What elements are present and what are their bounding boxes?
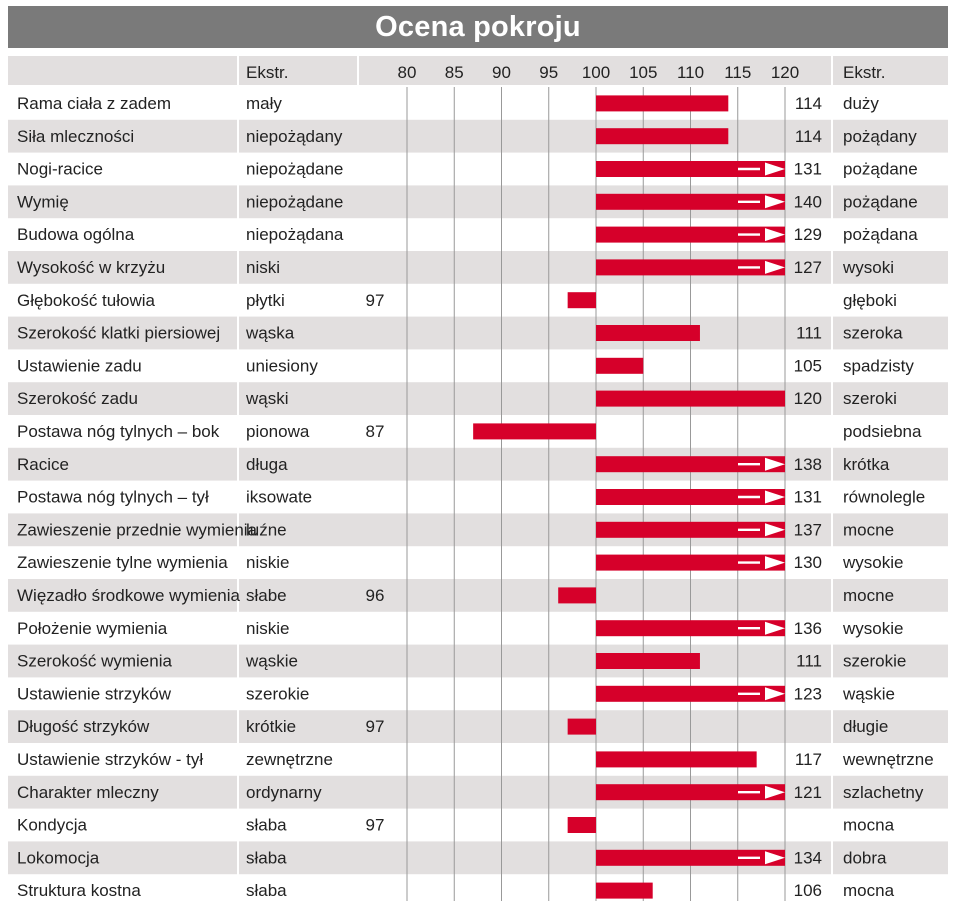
right-extreme-label: wewnętrzne xyxy=(843,750,934,769)
value-label: 97 xyxy=(365,815,385,835)
left-extreme-label: zewnętrzne xyxy=(246,750,333,769)
trait-label: Wymię xyxy=(17,192,69,212)
left-extreme-label: niskie xyxy=(246,618,290,638)
left-extreme-label: niepożądana xyxy=(246,225,344,245)
left-extreme-label: słaba xyxy=(246,815,287,835)
header-right-extreme: Ekstr. xyxy=(843,63,886,82)
trait-label: Struktura kostna xyxy=(17,881,141,901)
left-extreme-label: mały xyxy=(246,94,282,113)
trait-label: Zawieszenie tylne wymienia xyxy=(17,553,228,573)
value-label: 137 xyxy=(793,520,822,540)
value-label: 130 xyxy=(793,553,822,573)
trait-label: Postawa nóg tylnych – bok xyxy=(17,422,220,441)
right-extreme-label: wąskie xyxy=(843,684,895,704)
right-extreme-label: pożądany xyxy=(843,126,917,146)
trait-label: Kondycja xyxy=(17,815,87,835)
bar xyxy=(596,751,757,767)
x-tick-label: 100 xyxy=(581,63,611,82)
left-extreme-label: płytki xyxy=(246,290,285,310)
left-extreme-label: słaba xyxy=(246,848,287,868)
right-extreme-label: głęboki xyxy=(843,290,897,310)
right-extreme-label: równolegle xyxy=(843,487,926,507)
left-extreme-label: wąskie xyxy=(246,651,298,671)
left-extreme-label: ordynarny xyxy=(246,782,322,802)
right-extreme-label: krótka xyxy=(843,454,890,474)
left-extreme-label: iksowate xyxy=(246,487,313,507)
value-label: 114 xyxy=(794,94,822,113)
value-label: 87 xyxy=(365,422,385,441)
bar xyxy=(596,883,653,899)
right-extreme-label: mocna xyxy=(843,815,895,835)
x-tick-label: 90 xyxy=(492,63,511,82)
left-extreme-label: niskie xyxy=(246,553,290,573)
value-label: 131 xyxy=(793,487,822,507)
trait-label: Nogi-racice xyxy=(17,159,103,179)
right-extreme-label: mocna xyxy=(843,881,895,901)
right-extreme-label: szerokie xyxy=(843,651,907,671)
x-tick-label: 120 xyxy=(770,63,800,82)
value-label: 117 xyxy=(794,750,822,769)
right-extreme-label: pożądana xyxy=(843,225,918,245)
trait-label: Położenie wymienia xyxy=(17,618,168,638)
trait-label: Zawieszenie przednie wymienia xyxy=(17,520,258,540)
value-label: 121 xyxy=(793,782,822,802)
bar xyxy=(596,391,785,407)
left-extreme-label: słabe xyxy=(246,586,287,605)
value-label: 111 xyxy=(796,323,822,343)
right-extreme-label: mocne xyxy=(843,586,895,605)
bar xyxy=(596,358,643,374)
trait-label: Głębokość tułowia xyxy=(17,290,155,310)
right-extreme-label: pożądane xyxy=(843,159,918,179)
bar xyxy=(596,128,728,144)
right-extreme-label: szlachetny xyxy=(843,782,924,802)
trait-label: Więzadło środkowe wymienia xyxy=(17,586,240,605)
right-extreme-label: podsiebna xyxy=(843,422,922,441)
value-label: 129 xyxy=(793,225,822,245)
value-label: 131 xyxy=(793,159,822,179)
bar xyxy=(558,587,596,603)
value-label: 114 xyxy=(794,126,822,146)
trait-label: Długość strzyków xyxy=(17,717,150,737)
x-tick-label: 110 xyxy=(676,63,705,82)
trait-label: Siła mleczności xyxy=(17,126,135,146)
right-extreme-label: dobra xyxy=(843,848,887,868)
value-label: 97 xyxy=(365,717,385,737)
left-extreme-label: długa xyxy=(246,454,288,474)
trait-label: Lokomocja xyxy=(17,848,100,868)
value-label: 134 xyxy=(793,848,822,868)
left-extreme-label: niepożądane xyxy=(246,192,344,212)
x-tick-label: 80 xyxy=(397,63,417,82)
trait-label: Rama ciała z zadem xyxy=(17,94,172,113)
bar xyxy=(568,292,596,308)
right-extreme-label: pożądane xyxy=(843,192,918,212)
value-label: 105 xyxy=(793,356,822,376)
x-tick-label: 95 xyxy=(539,63,559,82)
value-label: 136 xyxy=(793,618,822,638)
right-extreme-label: wysoki xyxy=(843,258,895,277)
trait-label: Szerokość zadu xyxy=(17,389,138,409)
bar xyxy=(568,719,596,735)
left-extreme-label: szerokie xyxy=(246,684,310,704)
trait-label: Ustawienie strzyków - tył xyxy=(17,750,204,769)
right-extreme-label: wysokie xyxy=(843,553,904,573)
value-label: 97 xyxy=(365,290,385,310)
right-extreme-label: wysokie xyxy=(843,618,904,638)
value-label: 111 xyxy=(796,651,822,671)
bar xyxy=(596,653,700,669)
right-extreme-label: duży xyxy=(843,94,879,113)
trait-label: Wysokość w krzyżu xyxy=(17,258,166,277)
left-extreme-label: uniesiony xyxy=(246,356,318,376)
x-tick-label: 115 xyxy=(724,63,752,82)
left-extreme-label: słaba xyxy=(246,881,287,901)
trait-label: Szerokość klatki piersiowej xyxy=(17,323,221,343)
value-label: 140 xyxy=(793,192,822,212)
right-extreme-label: mocne xyxy=(843,520,895,540)
value-label: 138 xyxy=(793,454,822,474)
value-label: 106 xyxy=(793,881,822,901)
trait-label: Charakter mleczny xyxy=(17,782,159,802)
bar xyxy=(568,817,596,833)
right-extreme-label: spadzisty xyxy=(843,356,914,376)
x-tick-label: 85 xyxy=(444,63,464,82)
right-extreme-label: długie xyxy=(843,717,889,737)
value-label: 123 xyxy=(793,684,822,704)
value-label: 127 xyxy=(793,258,822,277)
value-label: 120 xyxy=(793,389,822,409)
x-tick-label: 105 xyxy=(629,63,658,82)
left-extreme-label: niski xyxy=(246,258,281,277)
left-extreme-label: niepożądane xyxy=(246,159,344,179)
right-extreme-label: szeroka xyxy=(843,323,903,343)
left-extreme-label: niepożądany xyxy=(246,126,343,146)
trait-label: Ustawienie zadu xyxy=(17,356,142,376)
bar xyxy=(596,95,728,111)
trait-label: Racice xyxy=(17,454,69,474)
left-extreme-label: luźne xyxy=(246,520,287,540)
trait-label: Postawa nóg tylnych – tył xyxy=(17,487,209,507)
chart-title: Ocena pokroju xyxy=(8,6,948,48)
header-band xyxy=(8,56,948,86)
trait-label: Ustawienie strzyków xyxy=(17,684,171,704)
left-extreme-label: pionowa xyxy=(246,422,310,441)
right-extreme-label: szeroki xyxy=(843,389,897,409)
header-left-extreme: Ekstr. xyxy=(246,63,289,82)
trait-label: Szerokość wymienia xyxy=(17,651,172,671)
bar xyxy=(596,325,700,341)
trait-label: Budowa ogólna xyxy=(17,225,135,245)
left-extreme-label: krótkie xyxy=(246,717,297,737)
bar xyxy=(473,423,596,439)
left-extreme-label: wąska xyxy=(246,323,295,343)
left-extreme-label: wąski xyxy=(246,389,289,409)
value-label: 96 xyxy=(365,586,385,605)
